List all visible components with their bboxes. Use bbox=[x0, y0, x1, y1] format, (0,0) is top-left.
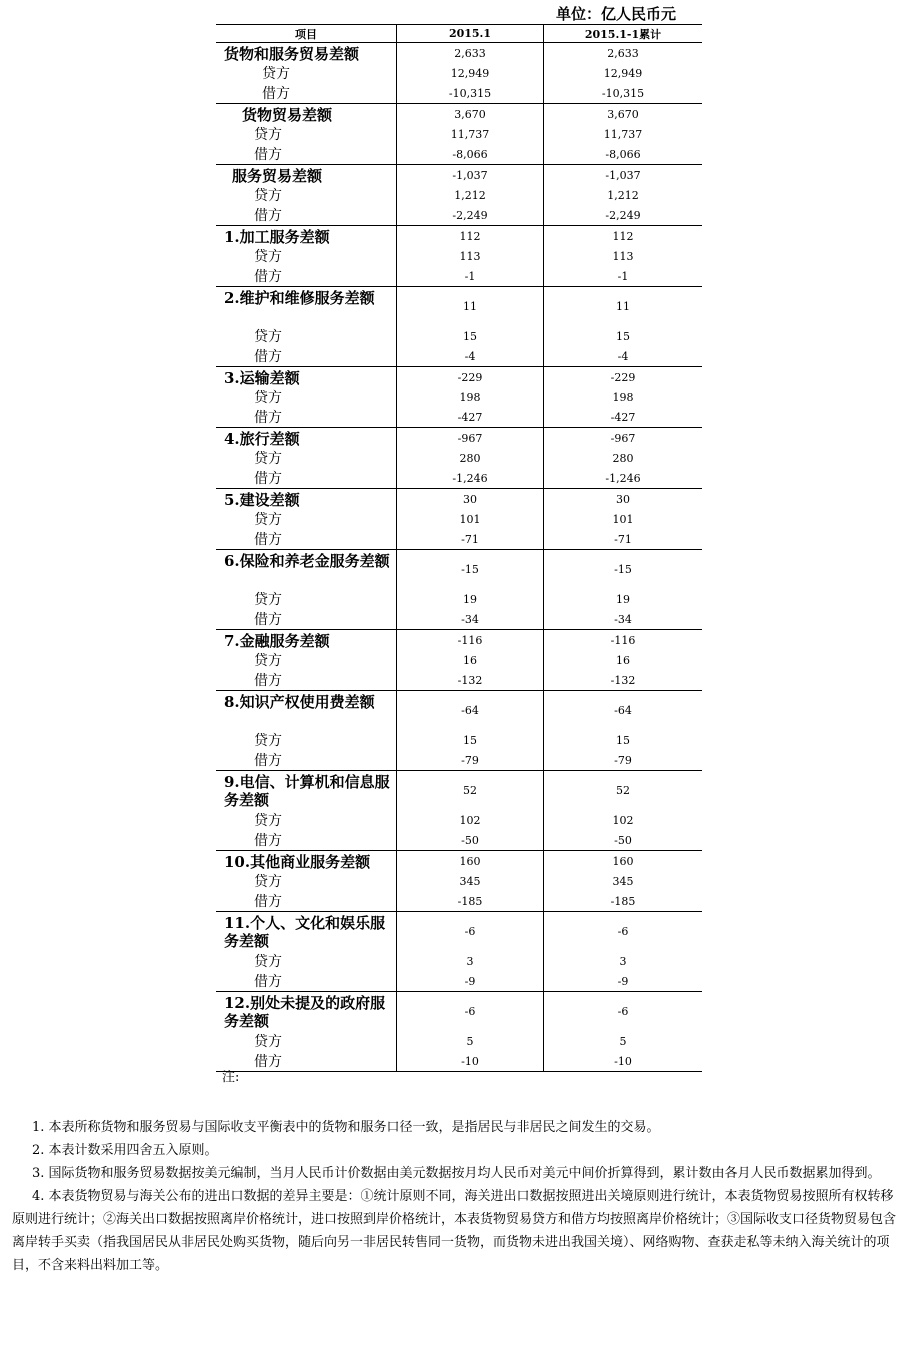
credit-value-cumulative: 345 bbox=[543, 871, 702, 891]
row-value-cumulative: -229 bbox=[543, 367, 702, 387]
table-row bbox=[216, 891, 702, 911]
debit-value-month: -10 bbox=[396, 1051, 543, 1071]
debit-value-month: -50 bbox=[396, 830, 543, 850]
table-row bbox=[216, 387, 702, 407]
row-value-cumulative: -6 bbox=[543, 912, 702, 951]
header-item: 项目 bbox=[295, 27, 317, 41]
table-row bbox=[216, 104, 702, 124]
credit-label: 贷方 bbox=[254, 512, 282, 528]
debit-value-cumulative: -185 bbox=[543, 891, 702, 911]
credit-label: 贷方 bbox=[254, 188, 282, 204]
debit-value-cumulative: -427 bbox=[543, 407, 702, 427]
row-value-cumulative: -15 bbox=[543, 550, 702, 589]
credit-value-cumulative: 113 bbox=[543, 246, 702, 266]
table-group bbox=[216, 851, 702, 912]
debit-value-cumulative: -50 bbox=[543, 830, 702, 850]
table-row bbox=[216, 670, 702, 690]
credit-value-month: 198 bbox=[396, 387, 543, 407]
table-row bbox=[216, 468, 702, 488]
debit-value-month: -427 bbox=[396, 407, 543, 427]
credit-value-month: 3 bbox=[396, 951, 543, 971]
table-row bbox=[216, 287, 702, 326]
credit-label: 贷方 bbox=[254, 954, 282, 970]
debit-value-month: -79 bbox=[396, 750, 543, 770]
row-value-month: -967 bbox=[396, 428, 543, 448]
table-row bbox=[216, 246, 702, 266]
row-value-cumulative: -116 bbox=[543, 630, 702, 650]
credit-value-month: 280 bbox=[396, 448, 543, 468]
credit-label: 贷方 bbox=[254, 733, 282, 749]
row-label: 5.建设差额 bbox=[224, 490, 300, 509]
table-row bbox=[216, 448, 702, 468]
table-row bbox=[216, 992, 702, 1031]
table-row bbox=[216, 750, 702, 770]
table-group bbox=[216, 226, 702, 287]
debit-value-cumulative: -9 bbox=[543, 971, 702, 991]
table-row bbox=[216, 971, 702, 991]
debit-value-cumulative: -132 bbox=[543, 670, 702, 690]
table-row bbox=[216, 912, 702, 951]
table-group bbox=[216, 630, 702, 691]
table-row bbox=[216, 43, 702, 63]
table-row bbox=[216, 951, 702, 971]
table-row bbox=[216, 489, 702, 509]
debit-value-month: -1 bbox=[396, 266, 543, 286]
note-3: 3. 国际货物和服务贸易数据按美元编制，当月人民币计价数据由美元数据按月均人民币对美元中间价折算得到，累计数由各月人民币数据累加得到。 bbox=[32, 1166, 881, 1181]
table-row bbox=[216, 529, 702, 549]
credit-value-cumulative: 11,737 bbox=[543, 124, 702, 144]
debit-value-month: -71 bbox=[396, 529, 543, 549]
table-row bbox=[216, 185, 702, 205]
table-row bbox=[216, 226, 702, 246]
debit-label: 借方 bbox=[254, 1054, 282, 1070]
row-label: 7.金融服务差额 bbox=[224, 631, 330, 650]
debit-value-month: -10,315 bbox=[396, 83, 543, 103]
table-group bbox=[216, 43, 702, 104]
credit-value-cumulative: 12,949 bbox=[543, 63, 702, 83]
credit-value-cumulative: 102 bbox=[543, 810, 702, 830]
table-group bbox=[216, 771, 702, 851]
credit-value-cumulative: 198 bbox=[543, 387, 702, 407]
credit-value-month: 15 bbox=[396, 730, 543, 750]
credit-label: 贷方 bbox=[254, 249, 282, 265]
debit-value-cumulative: -34 bbox=[543, 609, 702, 629]
row-value-month: -64 bbox=[396, 691, 543, 730]
row-label: 2.维护和维修服务差额 bbox=[224, 289, 375, 307]
credit-label: 贷方 bbox=[254, 390, 282, 406]
header-col2: 2015.1-1累计 bbox=[543, 25, 702, 42]
debit-label: 借方 bbox=[254, 612, 282, 628]
debit-value-cumulative: -71 bbox=[543, 529, 702, 549]
credit-value-cumulative: 5 bbox=[543, 1031, 702, 1051]
debit-value-cumulative: -10 bbox=[543, 1051, 702, 1071]
debit-value-cumulative: -79 bbox=[543, 750, 702, 770]
debit-value-month: -132 bbox=[396, 670, 543, 690]
table-row bbox=[216, 83, 702, 103]
debit-value-cumulative: -2,249 bbox=[543, 205, 702, 225]
credit-value-cumulative: 101 bbox=[543, 509, 702, 529]
row-value-cumulative: 30 bbox=[543, 489, 702, 509]
debit-value-month: -8,066 bbox=[396, 144, 543, 164]
row-value-month: 2,633 bbox=[396, 43, 543, 63]
row-label: 1.加工服务差额 bbox=[224, 227, 330, 246]
debit-label: 借方 bbox=[254, 833, 282, 849]
row-value-cumulative: 11 bbox=[543, 287, 702, 326]
debit-value-cumulative: -10,315 bbox=[543, 83, 702, 103]
row-label: 货物和服务贸易差额 bbox=[224, 44, 360, 63]
table-group bbox=[216, 165, 702, 226]
row-label: 4.旅行差额 bbox=[224, 429, 300, 448]
debit-label: 借方 bbox=[254, 673, 282, 689]
row-value-month: 3,670 bbox=[396, 104, 543, 124]
credit-value-cumulative: 3 bbox=[543, 951, 702, 971]
row-label: 9.电信、计算机和信息服务差额 bbox=[224, 773, 390, 809]
debit-value-cumulative: -1 bbox=[543, 266, 702, 286]
row-label: 3.运输差额 bbox=[224, 368, 300, 387]
row-value-cumulative: -64 bbox=[543, 691, 702, 730]
row-value-month: -6 bbox=[396, 912, 543, 951]
table-row bbox=[216, 851, 702, 871]
table-row bbox=[216, 810, 702, 830]
table-row bbox=[216, 830, 702, 850]
row-value-month: -15 bbox=[396, 550, 543, 589]
debit-label: 借方 bbox=[254, 269, 282, 285]
table-body bbox=[216, 43, 702, 1072]
debit-value-month: -1,246 bbox=[396, 468, 543, 488]
table-row bbox=[216, 509, 702, 529]
credit-value-month: 345 bbox=[396, 871, 543, 891]
debit-label: 借方 bbox=[254, 532, 282, 548]
table-group bbox=[216, 912, 702, 992]
table-row bbox=[216, 1051, 702, 1071]
row-value-cumulative: 3,670 bbox=[543, 104, 702, 124]
table-row bbox=[216, 266, 702, 286]
row-value-cumulative: 2,633 bbox=[543, 43, 702, 63]
table-group bbox=[216, 550, 702, 630]
row-value-month: -6 bbox=[396, 992, 543, 1031]
note-label: 注: bbox=[222, 1070, 240, 1085]
credit-value-month: 1,212 bbox=[396, 185, 543, 205]
table-row bbox=[216, 428, 702, 448]
row-value-month: -116 bbox=[396, 630, 543, 650]
debit-label: 借方 bbox=[254, 147, 282, 163]
table-row bbox=[216, 1031, 702, 1051]
debit-label: 借方 bbox=[254, 410, 282, 426]
credit-value-cumulative: 280 bbox=[543, 448, 702, 468]
table-row bbox=[216, 205, 702, 225]
debit-label: 借方 bbox=[254, 471, 282, 487]
debit-label: 借方 bbox=[254, 349, 282, 365]
row-label: 10.其他商业服务差额 bbox=[224, 852, 371, 871]
credit-label: 贷方 bbox=[254, 653, 282, 669]
table-row bbox=[216, 609, 702, 629]
debit-value-cumulative: -8,066 bbox=[543, 144, 702, 164]
note-4: 4. 本表货物贸易与海关公布的进出口数据的差异主要是：①统计原则不同，海关进出口数据按照进出关境原则进行统计，本表货物贸易按照所有权转移原则进行统计；②海关出口数据按照离岸价格统计，进口按照到岸价格统计，本表货物贸易贷方和借方均按照离岸价格统计；③国际收支口径货物贸易包含离岸转手买卖（指我国居民从非居民处购买货物，随后向另一非居民转售同一货物，而货物未进出我国关境）、网络购物、查获走私等未纳入海关统计的项目，不含来料出料加工等。 bbox=[12, 1189, 897, 1273]
row-value-month: 52 bbox=[396, 771, 543, 810]
table-group bbox=[216, 287, 702, 367]
credit-label: 贷方 bbox=[254, 127, 282, 143]
header-col1: 2015.1 bbox=[396, 25, 543, 42]
credit-value-month: 19 bbox=[396, 589, 543, 609]
debit-value-month: -185 bbox=[396, 891, 543, 911]
row-value-cumulative: -967 bbox=[543, 428, 702, 448]
table-row bbox=[216, 144, 702, 164]
table-row bbox=[216, 165, 702, 185]
table-row bbox=[216, 407, 702, 427]
table-row bbox=[216, 650, 702, 670]
row-value-month: 160 bbox=[396, 851, 543, 871]
debit-label: 借方 bbox=[254, 753, 282, 769]
credit-value-cumulative: 19 bbox=[543, 589, 702, 609]
trade-table bbox=[216, 24, 702, 1072]
debit-value-cumulative: -4 bbox=[543, 346, 702, 366]
row-value-cumulative: -1,037 bbox=[543, 165, 702, 185]
credit-value-month: 102 bbox=[396, 810, 543, 830]
credit-label: 贷方 bbox=[254, 874, 282, 890]
table-row bbox=[216, 63, 702, 83]
credit-value-month: 113 bbox=[396, 246, 543, 266]
debit-value-month: -4 bbox=[396, 346, 543, 366]
credit-value-cumulative: 15 bbox=[543, 326, 702, 346]
credit-value-cumulative: 16 bbox=[543, 650, 702, 670]
table-row bbox=[216, 346, 702, 366]
credit-value-month: 12,949 bbox=[396, 63, 543, 83]
row-value-cumulative: -6 bbox=[543, 992, 702, 1031]
credit-value-month: 101 bbox=[396, 509, 543, 529]
credit-value-month: 5 bbox=[396, 1031, 543, 1051]
row-value-month: 30 bbox=[396, 489, 543, 509]
table-row bbox=[216, 367, 702, 387]
table-header bbox=[216, 24, 702, 43]
table-group bbox=[216, 992, 702, 1072]
row-value-month: 11 bbox=[396, 287, 543, 326]
table-row bbox=[216, 589, 702, 609]
notes bbox=[12, 1116, 898, 1277]
row-value-month: -1,037 bbox=[396, 165, 543, 185]
unit-label: 单位：亿人民币元 bbox=[556, 5, 677, 23]
credit-value-month: 15 bbox=[396, 326, 543, 346]
credit-label: 贷方 bbox=[254, 451, 282, 467]
row-label: 8.知识产权使用费差额 bbox=[224, 693, 375, 711]
row-value-cumulative: 112 bbox=[543, 226, 702, 246]
table-group bbox=[216, 489, 702, 550]
row-label: 12.别处未提及的政府服务差额 bbox=[224, 994, 386, 1030]
credit-label: 贷方 bbox=[254, 592, 282, 608]
row-value-month: 112 bbox=[396, 226, 543, 246]
debit-value-month: -2,249 bbox=[396, 205, 543, 225]
table-row bbox=[216, 871, 702, 891]
table-row bbox=[216, 630, 702, 650]
table-row bbox=[216, 326, 702, 346]
row-label: 6.保险和养老金服务差额 bbox=[224, 552, 390, 570]
row-value-cumulative: 160 bbox=[543, 851, 702, 871]
debit-label: 借方 bbox=[254, 894, 282, 910]
row-label: 服务贸易差额 bbox=[232, 166, 323, 185]
table-row bbox=[216, 730, 702, 750]
debit-label: 借方 bbox=[254, 208, 282, 224]
table-group bbox=[216, 691, 702, 771]
table-row bbox=[216, 691, 702, 730]
credit-value-cumulative: 1,212 bbox=[543, 185, 702, 205]
table-row bbox=[216, 124, 702, 144]
debit-value-month: -9 bbox=[396, 971, 543, 991]
credit-value-month: 11,737 bbox=[396, 124, 543, 144]
table-group bbox=[216, 428, 702, 489]
debit-value-cumulative: -1,246 bbox=[543, 468, 702, 488]
table-row bbox=[216, 771, 702, 810]
table-group bbox=[216, 367, 702, 428]
row-value-month: -229 bbox=[396, 367, 543, 387]
debit-label: 借方 bbox=[254, 974, 282, 990]
row-value-cumulative: 52 bbox=[543, 771, 702, 810]
credit-value-cumulative: 15 bbox=[543, 730, 702, 750]
row-label: 11.个人、文化和娱乐服务差额 bbox=[224, 914, 386, 950]
table-group bbox=[216, 104, 702, 165]
debit-label: 借方 bbox=[262, 86, 290, 102]
credit-label: 贷方 bbox=[254, 813, 282, 829]
credit-label: 贷方 bbox=[254, 329, 282, 345]
debit-value-month: -34 bbox=[396, 609, 543, 629]
credit-label: 贷方 bbox=[254, 1034, 282, 1050]
credit-label: 贷方 bbox=[262, 66, 290, 82]
note-2: 2. 本表计数采用四舍五入原则。 bbox=[32, 1143, 218, 1158]
table-row bbox=[216, 550, 702, 589]
note-1: 1. 本表所称货物和服务贸易与国际收支平衡表中的货物和服务口径一致，是指居民与非居民之间发生的交易。 bbox=[32, 1120, 660, 1135]
credit-value-month: 16 bbox=[396, 650, 543, 670]
row-label: 货物贸易差额 bbox=[242, 105, 333, 124]
